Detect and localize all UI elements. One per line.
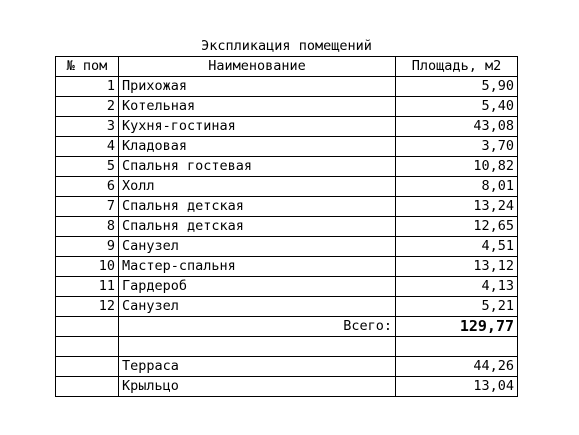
- table-row: [56, 177, 518, 197]
- blank-row: [56, 337, 518, 357]
- room-area: 5,40: [396, 97, 518, 117]
- empty-cell: [56, 357, 119, 377]
- room-number: 6: [56, 177, 119, 197]
- table-row: [56, 237, 518, 257]
- room-schedule-table: [55, 37, 518, 397]
- room-area: 5,21: [396, 297, 518, 317]
- table-row: [56, 77, 518, 97]
- room-number: 1: [56, 77, 119, 97]
- total-value: 129,77: [396, 317, 518, 337]
- room-area: 5,90: [396, 77, 518, 97]
- room-number: 12: [56, 297, 119, 317]
- room-number: 11: [56, 277, 119, 297]
- room-name: Мастер-спальня: [119, 257, 396, 277]
- room-name: Холл: [119, 177, 396, 197]
- room-name: Котельная: [119, 97, 396, 117]
- room-area: 43,08: [396, 117, 518, 137]
- total-label: Всего:: [119, 317, 396, 337]
- room-name: Санузел: [119, 297, 396, 317]
- room-number: 9: [56, 237, 119, 257]
- room-name: Кухня-гостиная: [119, 117, 396, 137]
- room-area: 8,01: [396, 177, 518, 197]
- room-number: 4: [56, 137, 119, 157]
- table-title: Экспликация помещений: [56, 37, 518, 57]
- empty-cell: [56, 377, 119, 397]
- table-row: [56, 97, 518, 117]
- room-area: 13,24: [396, 197, 518, 217]
- header-room-name: Наименование: [119, 57, 396, 77]
- room-area: 13,12: [396, 257, 518, 277]
- room-area: 10,82: [396, 157, 518, 177]
- table-row: [56, 157, 518, 177]
- room-number: 2: [56, 97, 119, 117]
- room-area: 3,70: [396, 137, 518, 157]
- header-row: [56, 57, 518, 77]
- room-name: Спальня детская: [119, 217, 396, 237]
- room-number: 8: [56, 217, 119, 237]
- room-area: 4,13: [396, 277, 518, 297]
- table-title-row: [56, 37, 518, 57]
- room-number: 10: [56, 257, 119, 277]
- room-number: 7: [56, 197, 119, 217]
- table-row: [56, 277, 518, 297]
- header-room-number: № пом: [56, 57, 119, 77]
- room-name: Спальня гостевая: [119, 157, 396, 177]
- table-row: [56, 297, 518, 317]
- extra-row: [56, 357, 518, 377]
- header-room-area: Площадь, м2: [396, 57, 518, 77]
- extra-name: Терраса: [119, 357, 396, 377]
- room-name: Спальня детская: [119, 197, 396, 217]
- extra-area: 44,26: [396, 357, 518, 377]
- empty-cell: [396, 337, 518, 357]
- extra-area: 13,04: [396, 377, 518, 397]
- empty-cell: [56, 337, 119, 357]
- table-row: [56, 257, 518, 277]
- room-name: Санузел: [119, 237, 396, 257]
- extra-row: [56, 377, 518, 397]
- table-row: [56, 197, 518, 217]
- room-name: Гардероб: [119, 277, 396, 297]
- empty-cell: [119, 337, 396, 357]
- empty-cell: [56, 317, 119, 337]
- room-name: Кладовая: [119, 137, 396, 157]
- room-area: 4,51: [396, 237, 518, 257]
- extra-name: Крыльцо: [119, 377, 396, 397]
- table-row: [56, 217, 518, 237]
- room-number: 3: [56, 117, 119, 137]
- total-row: [56, 317, 518, 337]
- table-row: [56, 117, 518, 137]
- room-area: 12,65: [396, 217, 518, 237]
- room-name: Прихожая: [119, 77, 396, 97]
- room-number: 5: [56, 157, 119, 177]
- table-row: [56, 137, 518, 157]
